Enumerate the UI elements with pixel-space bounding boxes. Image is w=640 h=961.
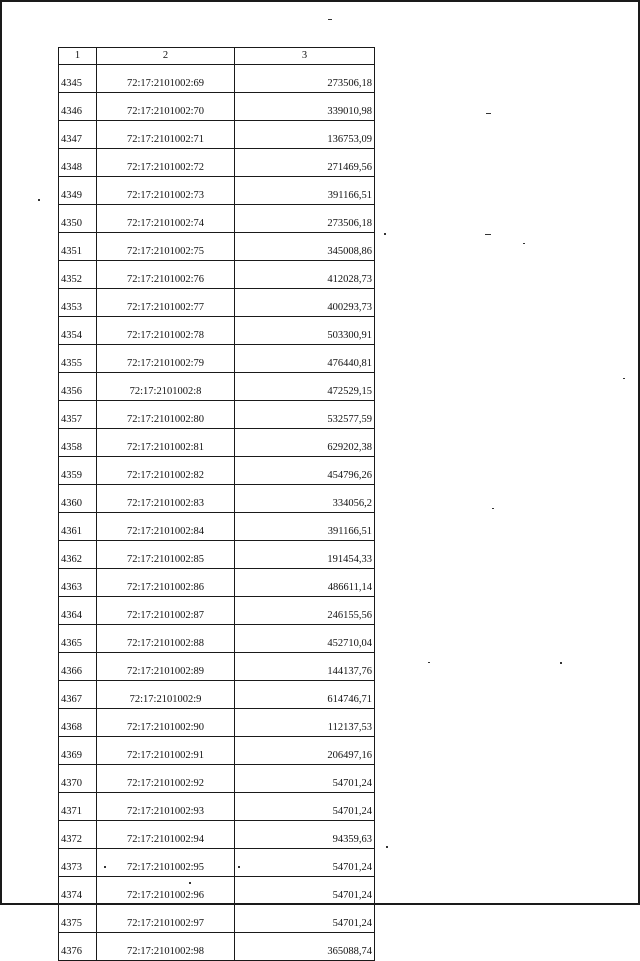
row-number-cell: 4371 (59, 793, 97, 821)
row-number-cell: 4357 (59, 401, 97, 429)
cadastral-number-cell: 72:17:2101002:89 (97, 653, 235, 681)
row-number-cell: 4362 (59, 541, 97, 569)
cadastral-number-cell: 72:17:2101002:70 (97, 93, 235, 121)
row-number-cell: 4348 (59, 149, 97, 177)
cadastral-value-cell: 54701,24 (235, 849, 375, 877)
row-number-cell: 4345 (59, 65, 97, 93)
cadastral-value-cell: 412028,73 (235, 261, 375, 289)
row-number-cell: 4366 (59, 653, 97, 681)
row-number-cell: 4346 (59, 93, 97, 121)
cadastral-number-cell: 72:17:2101002:95 (97, 849, 235, 877)
cadastral-value-cell: 54701,24 (235, 765, 375, 793)
cadastral-number-cell: 72:17:2101002:73 (97, 177, 235, 205)
cadastral-value-cell: 246155,56 (235, 597, 375, 625)
table-row (59, 317, 375, 345)
row-number-cell: 4358 (59, 429, 97, 457)
table-row (59, 709, 375, 737)
table-row (59, 513, 375, 541)
table-row (59, 849, 375, 877)
row-number-cell: 4354 (59, 317, 97, 345)
row-number-cell: 4365 (59, 625, 97, 653)
cadastral-number-cell: 72:17:2101002:86 (97, 569, 235, 597)
column-header-2: 2 (97, 48, 235, 65)
cadastral-number-cell: 72:17:2101002:98 (97, 933, 235, 961)
cadastral-value-cell: 486611,14 (235, 569, 375, 597)
cadastral-number-cell: 72:17:2101002:71 (97, 121, 235, 149)
table-row (59, 373, 375, 401)
row-number-cell: 4361 (59, 513, 97, 541)
table-row (59, 261, 375, 289)
cadastral-number-cell: 72:17:2101002:78 (97, 317, 235, 345)
table-row (59, 289, 375, 317)
cadastral-number-cell: 72:17:2101002:77 (97, 289, 235, 317)
row-number-cell: 4353 (59, 289, 97, 317)
row-number-cell: 4356 (59, 373, 97, 401)
table-row (59, 597, 375, 625)
cadastral-value-cell: 191454,33 (235, 541, 375, 569)
cadastral-value-table (58, 47, 375, 961)
table-row (59, 149, 375, 177)
cadastral-number-cell: 72:17:2101002:75 (97, 233, 235, 261)
table-row (59, 765, 375, 793)
cadastral-number-cell: 72:17:2101002:79 (97, 345, 235, 373)
scan-speck (560, 662, 562, 664)
cadastral-value-cell: 54701,24 (235, 877, 375, 905)
table-row (59, 793, 375, 821)
cadastral-value-cell: 503300,91 (235, 317, 375, 345)
row-number-cell: 4370 (59, 765, 97, 793)
scan-speck (623, 378, 625, 379)
table-row (59, 65, 375, 93)
cadastral-value-cell: 54701,24 (235, 905, 375, 933)
cadastral-value-cell: 273506,18 (235, 65, 375, 93)
scan-speck (386, 846, 388, 848)
table-row (59, 429, 375, 457)
cadastral-number-cell: 72:17:2101002:84 (97, 513, 235, 541)
cadastral-value-cell: 532577,59 (235, 401, 375, 429)
table-row (59, 233, 375, 261)
cadastral-number-cell: 72:17:2101002:97 (97, 905, 235, 933)
table-row (59, 569, 375, 597)
row-number-cell: 4368 (59, 709, 97, 737)
cadastral-value-cell: 476440,81 (235, 345, 375, 373)
table-row (59, 345, 375, 373)
row-number-cell: 4352 (59, 261, 97, 289)
table-body (59, 65, 375, 961)
cadastral-number-cell: 72:17:2101002:88 (97, 625, 235, 653)
cadastral-number-cell: 72:17:2101002:76 (97, 261, 235, 289)
table-header-row (59, 48, 375, 65)
row-number-cell: 4351 (59, 233, 97, 261)
cadastral-number-cell: 72:17:2101002:8 (97, 373, 235, 401)
row-number-cell: 4359 (59, 457, 97, 485)
table-row (59, 121, 375, 149)
cadastral-number-cell: 72:17:2101002:80 (97, 401, 235, 429)
cadastral-number-cell: 72:17:2101002:74 (97, 205, 235, 233)
column-header-1: 1 (59, 48, 97, 65)
cadastral-value-cell: 452710,04 (235, 625, 375, 653)
row-number-cell: 4350 (59, 205, 97, 233)
table-row (59, 821, 375, 849)
cadastral-value-cell: 144137,76 (235, 653, 375, 681)
cadastral-number-cell: 72:17:2101002:82 (97, 457, 235, 485)
scan-speck (38, 199, 40, 201)
cadastral-number-cell: 72:17:2101002:87 (97, 597, 235, 625)
row-number-cell: 4367 (59, 681, 97, 709)
row-number-cell: 4349 (59, 177, 97, 205)
table-row (59, 485, 375, 513)
cadastral-value-cell: 345008,86 (235, 233, 375, 261)
cadastral-number-cell: 72:17:2101002:91 (97, 737, 235, 765)
row-number-cell: 4375 (59, 905, 97, 933)
table-row (59, 205, 375, 233)
table-row (59, 877, 375, 905)
row-number-cell: 4374 (59, 877, 97, 905)
table-row (59, 625, 375, 653)
cadastral-value-cell: 629202,38 (235, 429, 375, 457)
row-number-cell: 4355 (59, 345, 97, 373)
table-row (59, 93, 375, 121)
scan-speck (486, 113, 491, 114)
scan-speck (428, 662, 430, 663)
row-number-cell: 4373 (59, 849, 97, 877)
table-row (59, 401, 375, 429)
table-row (59, 737, 375, 765)
table-row (59, 905, 375, 933)
cadastral-number-cell: 72:17:2101002:96 (97, 877, 235, 905)
row-number-cell: 4364 (59, 597, 97, 625)
scan-speck (328, 19, 332, 20)
cadastral-value-cell: 273506,18 (235, 205, 375, 233)
scan-speck (384, 233, 386, 235)
cadastral-number-cell: 72:17:2101002:9 (97, 681, 235, 709)
cadastral-value-cell: 206497,16 (235, 737, 375, 765)
cadastral-value-cell: 334056,2 (235, 485, 375, 513)
row-number-cell: 4376 (59, 933, 97, 961)
row-number-cell: 4360 (59, 485, 97, 513)
row-number-cell: 4363 (59, 569, 97, 597)
cadastral-value-cell: 472529,15 (235, 373, 375, 401)
scan-speck (492, 508, 494, 509)
cadastral-number-cell: 72:17:2101002:81 (97, 429, 235, 457)
cadastral-value-cell: 94359,63 (235, 821, 375, 849)
cadastral-value-cell: 365088,74 (235, 933, 375, 961)
table-row (59, 457, 375, 485)
cadastral-value-cell: 339010,98 (235, 93, 375, 121)
table-row (59, 653, 375, 681)
scan-speck (485, 234, 491, 235)
table-row (59, 177, 375, 205)
cadastral-number-cell: 72:17:2101002:94 (97, 821, 235, 849)
cadastral-number-cell: 72:17:2101002:93 (97, 793, 235, 821)
row-number-cell: 4369 (59, 737, 97, 765)
cadastral-value-cell: 112137,53 (235, 709, 375, 737)
cadastral-value-cell: 614746,71 (235, 681, 375, 709)
cadastral-number-cell: 72:17:2101002:72 (97, 149, 235, 177)
cadastral-value-cell: 400293,73 (235, 289, 375, 317)
table-row (59, 541, 375, 569)
scan-speck (523, 243, 525, 244)
row-number-cell: 4347 (59, 121, 97, 149)
cadastral-value-cell: 454796,26 (235, 457, 375, 485)
cadastral-number-cell: 72:17:2101002:83 (97, 485, 235, 513)
column-header-3: 3 (235, 48, 375, 65)
cadastral-value-cell: 54701,24 (235, 793, 375, 821)
cadastral-value-cell: 391166,51 (235, 513, 375, 541)
cadastral-value-cell: 391166,51 (235, 177, 375, 205)
cadastral-number-cell: 72:17:2101002:69 (97, 65, 235, 93)
table-row (59, 681, 375, 709)
row-number-cell: 4372 (59, 821, 97, 849)
cadastral-number-cell: 72:17:2101002:92 (97, 765, 235, 793)
cadastral-number-cell: 72:17:2101002:85 (97, 541, 235, 569)
table-row (59, 933, 375, 961)
cadastral-value-cell: 136753,09 (235, 121, 375, 149)
cadastral-number-cell: 72:17:2101002:90 (97, 709, 235, 737)
cadastral-value-cell: 271469,56 (235, 149, 375, 177)
